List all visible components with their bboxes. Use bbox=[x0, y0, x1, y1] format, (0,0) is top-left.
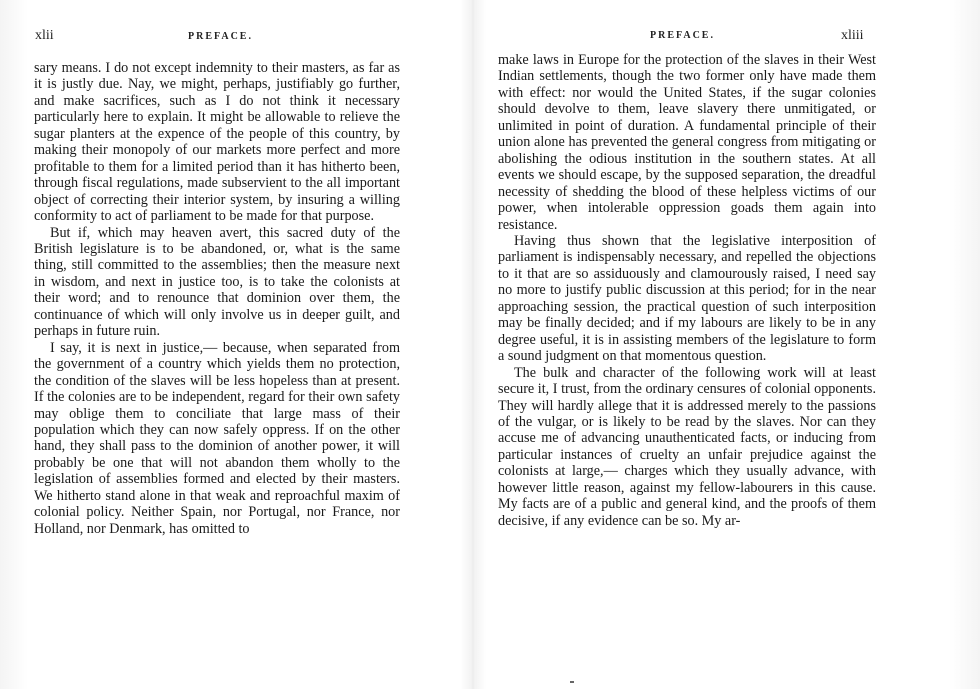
left-running-head: PREFACE. bbox=[188, 31, 253, 42]
book-gutter bbox=[460, 0, 486, 689]
right-page-number: xliii bbox=[841, 28, 864, 43]
left-paragraph-1: sary means. I do not except indemnity to their masters, as far as it is justly due. Nay, we might, perhaps, justifiably go further, and make sacrifices, such as I do not think it necessary particularly here to explain. It might be allowable to relieve the sugar planters at the expence of the people of this country, by making their monopoly of our markets more perfect and more profitable to them for a limited period than it has hitherto been, through fiscal regulations, made subservient to the all important object of correcting their interior system, by insuring a willing conformity to act of parliament to be made for that purpose. bbox=[34, 60, 400, 225]
right-paragraph-2: Having thus shown that the legislative interposition of parliament is indispensably necessary, and repelled the objections to it that are so assiduously and clamourously raised, I need say no more to justify public discussion at this period; for in the near approaching session, the practical question of such interposition may be finally decided; and if my labours are likely to be in any degree useful, it is in assisting members of the legislature to form a sound judgment on that momentous question. bbox=[498, 232, 876, 365]
scan-speck bbox=[570, 681, 574, 683]
left-paragraph-2: But if, which may heaven avert, this sacred duty of the British legislature is to be abandoned, or, what is the same thing, still committed to the assemblies; then the measure next in wisdom, and next in justice too, is to take the colonists at their word; and to renounce that dominion over them, the continuance of which will only involve us in deeper guilt, and perhaps in future ruin. bbox=[34, 224, 400, 340]
right-page bbox=[470, 0, 980, 689]
left-page-body bbox=[34, 60, 400, 537]
right-paragraph-3: The bulk and character of the following work will at least secure it, I trust, from the ordinary censures of colonial opponents. They will hardly allege that it is addressed merely to the passions of the vulgar, or is likely to be read by the slaves. Nor can they accuse me of advancing unauthenticated facts, or inducing from particular instances of cruelty an unfair prejudice against the colonists at large,— charges which they usually advance, with however little reason, against my fellow-labourers in this cause. My facts are of a public and general kind, and the proofs of them decisive, if any evidence can be so. My ar- bbox=[498, 364, 876, 529]
right-running-head: PREFACE. bbox=[650, 30, 715, 41]
left-paragraph-3: I say, it is next in justice,— because, when separated from the government of a country which yields them no protection, the condition of the slaves will be less hopeless than at present. If the colonies are to be independent, regard for their own safety may oblige them to conciliate that large mass of their population which they can now safely oppress. If on the other hand, they shall pass to the dominion of another power, it will probably be one that will not abandon them wholly to the legislation of assemblies formed and elected by their masters. We hitherto stand alone in that weak and reproachful maxim of colonial policy. Neither Spain, nor Portugal, nor France, nor Holland, nor Denmark, has omitted to bbox=[34, 339, 400, 537]
right-page-body bbox=[498, 52, 876, 529]
right-paragraph-1: make laws in Europe for the protection of the slaves in their West Indian settlements, though the two former only have made them with effect: nor would the United States, if the sugar colonies should devolve to them, leave slavery there unmitigated, or unlimited in point of duration. A fundamental principle of their union alone has prevented the general congress from mitigating or abolishing the odious institution in the southern states. At all events we should escape, by the supposed separation, the dreadful necessity of shedding the blood of these helpless victims of our power, when intolerable oppression goads them again into resistance. bbox=[498, 52, 876, 233]
left-page-number: xlii bbox=[35, 28, 54, 43]
left-page bbox=[0, 0, 468, 689]
